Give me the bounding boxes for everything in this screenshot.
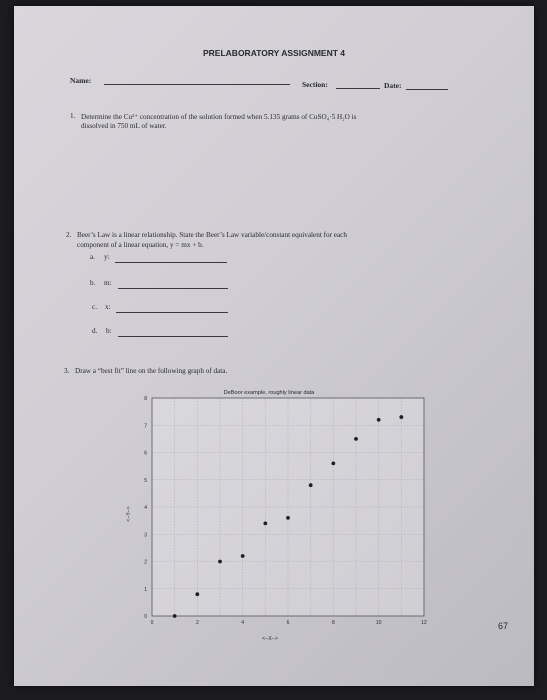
x-tick-label: 6 — [286, 620, 290, 626]
data-point — [286, 516, 290, 520]
q2-item-letter: b. — [90, 279, 96, 287]
q2-text-line1: Beer’s Law is a linear relationship. State the Beer’s Law variable/constant equivalent for each — [77, 231, 347, 239]
q2-item-var: b: — [106, 327, 112, 335]
data-point — [377, 418, 381, 422]
y-axis-label: <--Y--> — [126, 506, 132, 522]
q2-item-var: x: — [105, 303, 111, 311]
q3-text: Draw a “best fit” line on the following graph of data. — [75, 367, 228, 375]
data-point — [309, 483, 313, 487]
q2-text-line2: component of a linear equation, y = mx + b. — [77, 241, 204, 249]
q2-item-var: y: — [104, 253, 110, 261]
data-point — [354, 437, 358, 441]
page-number: 67 — [498, 621, 509, 631]
y-tick-label: 7 — [144, 423, 147, 430]
q2-item-letter: a. — [90, 253, 95, 261]
q2-item-letter: d. — [92, 327, 98, 335]
data-point — [331, 462, 335, 466]
data-point — [173, 614, 177, 618]
name-label: Name: — [70, 76, 92, 85]
q2-item-letter: c. — [92, 303, 97, 311]
data-point — [263, 521, 267, 525]
q1-text-line2: dissolved in 750 mL of water. — [81, 122, 167, 130]
y-tick-label: 4 — [144, 505, 147, 511]
chart-title: DeBoor example, roughly linear data — [223, 390, 315, 396]
page-title: PRELABORATORY ASSIGNMENT 4 — [203, 48, 345, 58]
x-tick-label: 12 — [421, 620, 427, 626]
x-tick-label: 4 — [241, 620, 245, 626]
y-tick-label: 8 — [144, 396, 147, 402]
x-tick-label: 2 — [195, 620, 199, 626]
q1-text-line1: Determine the Cu²⁺ concentration of the solution formed when 5.135 grams of CuSO₄·5 H₂O is — [81, 113, 357, 121]
data-point — [241, 554, 245, 558]
date-label: Date: — [384, 81, 402, 90]
data-point — [195, 592, 199, 596]
y-tick-label: 2 — [144, 559, 147, 566]
q3-number: 3. — [64, 367, 70, 375]
scatter-chart — [14, 6, 534, 686]
y-tick-label: 5 — [144, 477, 147, 484]
data-point — [399, 415, 403, 419]
plot-frame — [152, 398, 424, 616]
q1-number: 1. — [70, 112, 76, 120]
x-tick-label: 10 — [375, 620, 382, 626]
data-point — [218, 560, 222, 564]
y-tick-label: 1 — [144, 586, 147, 593]
x-tick-label: 0 — [150, 620, 154, 626]
section-label: Section: — [302, 80, 328, 89]
y-tick-label: 0 — [144, 614, 147, 620]
x-axis-label: <--X--> — [262, 636, 278, 642]
y-tick-label: 3 — [144, 532, 147, 539]
q2-number: 2. — [66, 231, 72, 239]
q2-item-var: m: — [104, 279, 112, 287]
chart-axes — [152, 398, 424, 616]
x-tick-label: 8 — [331, 620, 335, 626]
worksheet-page — [14, 6, 534, 686]
y-tick-label: 6 — [144, 450, 147, 457]
